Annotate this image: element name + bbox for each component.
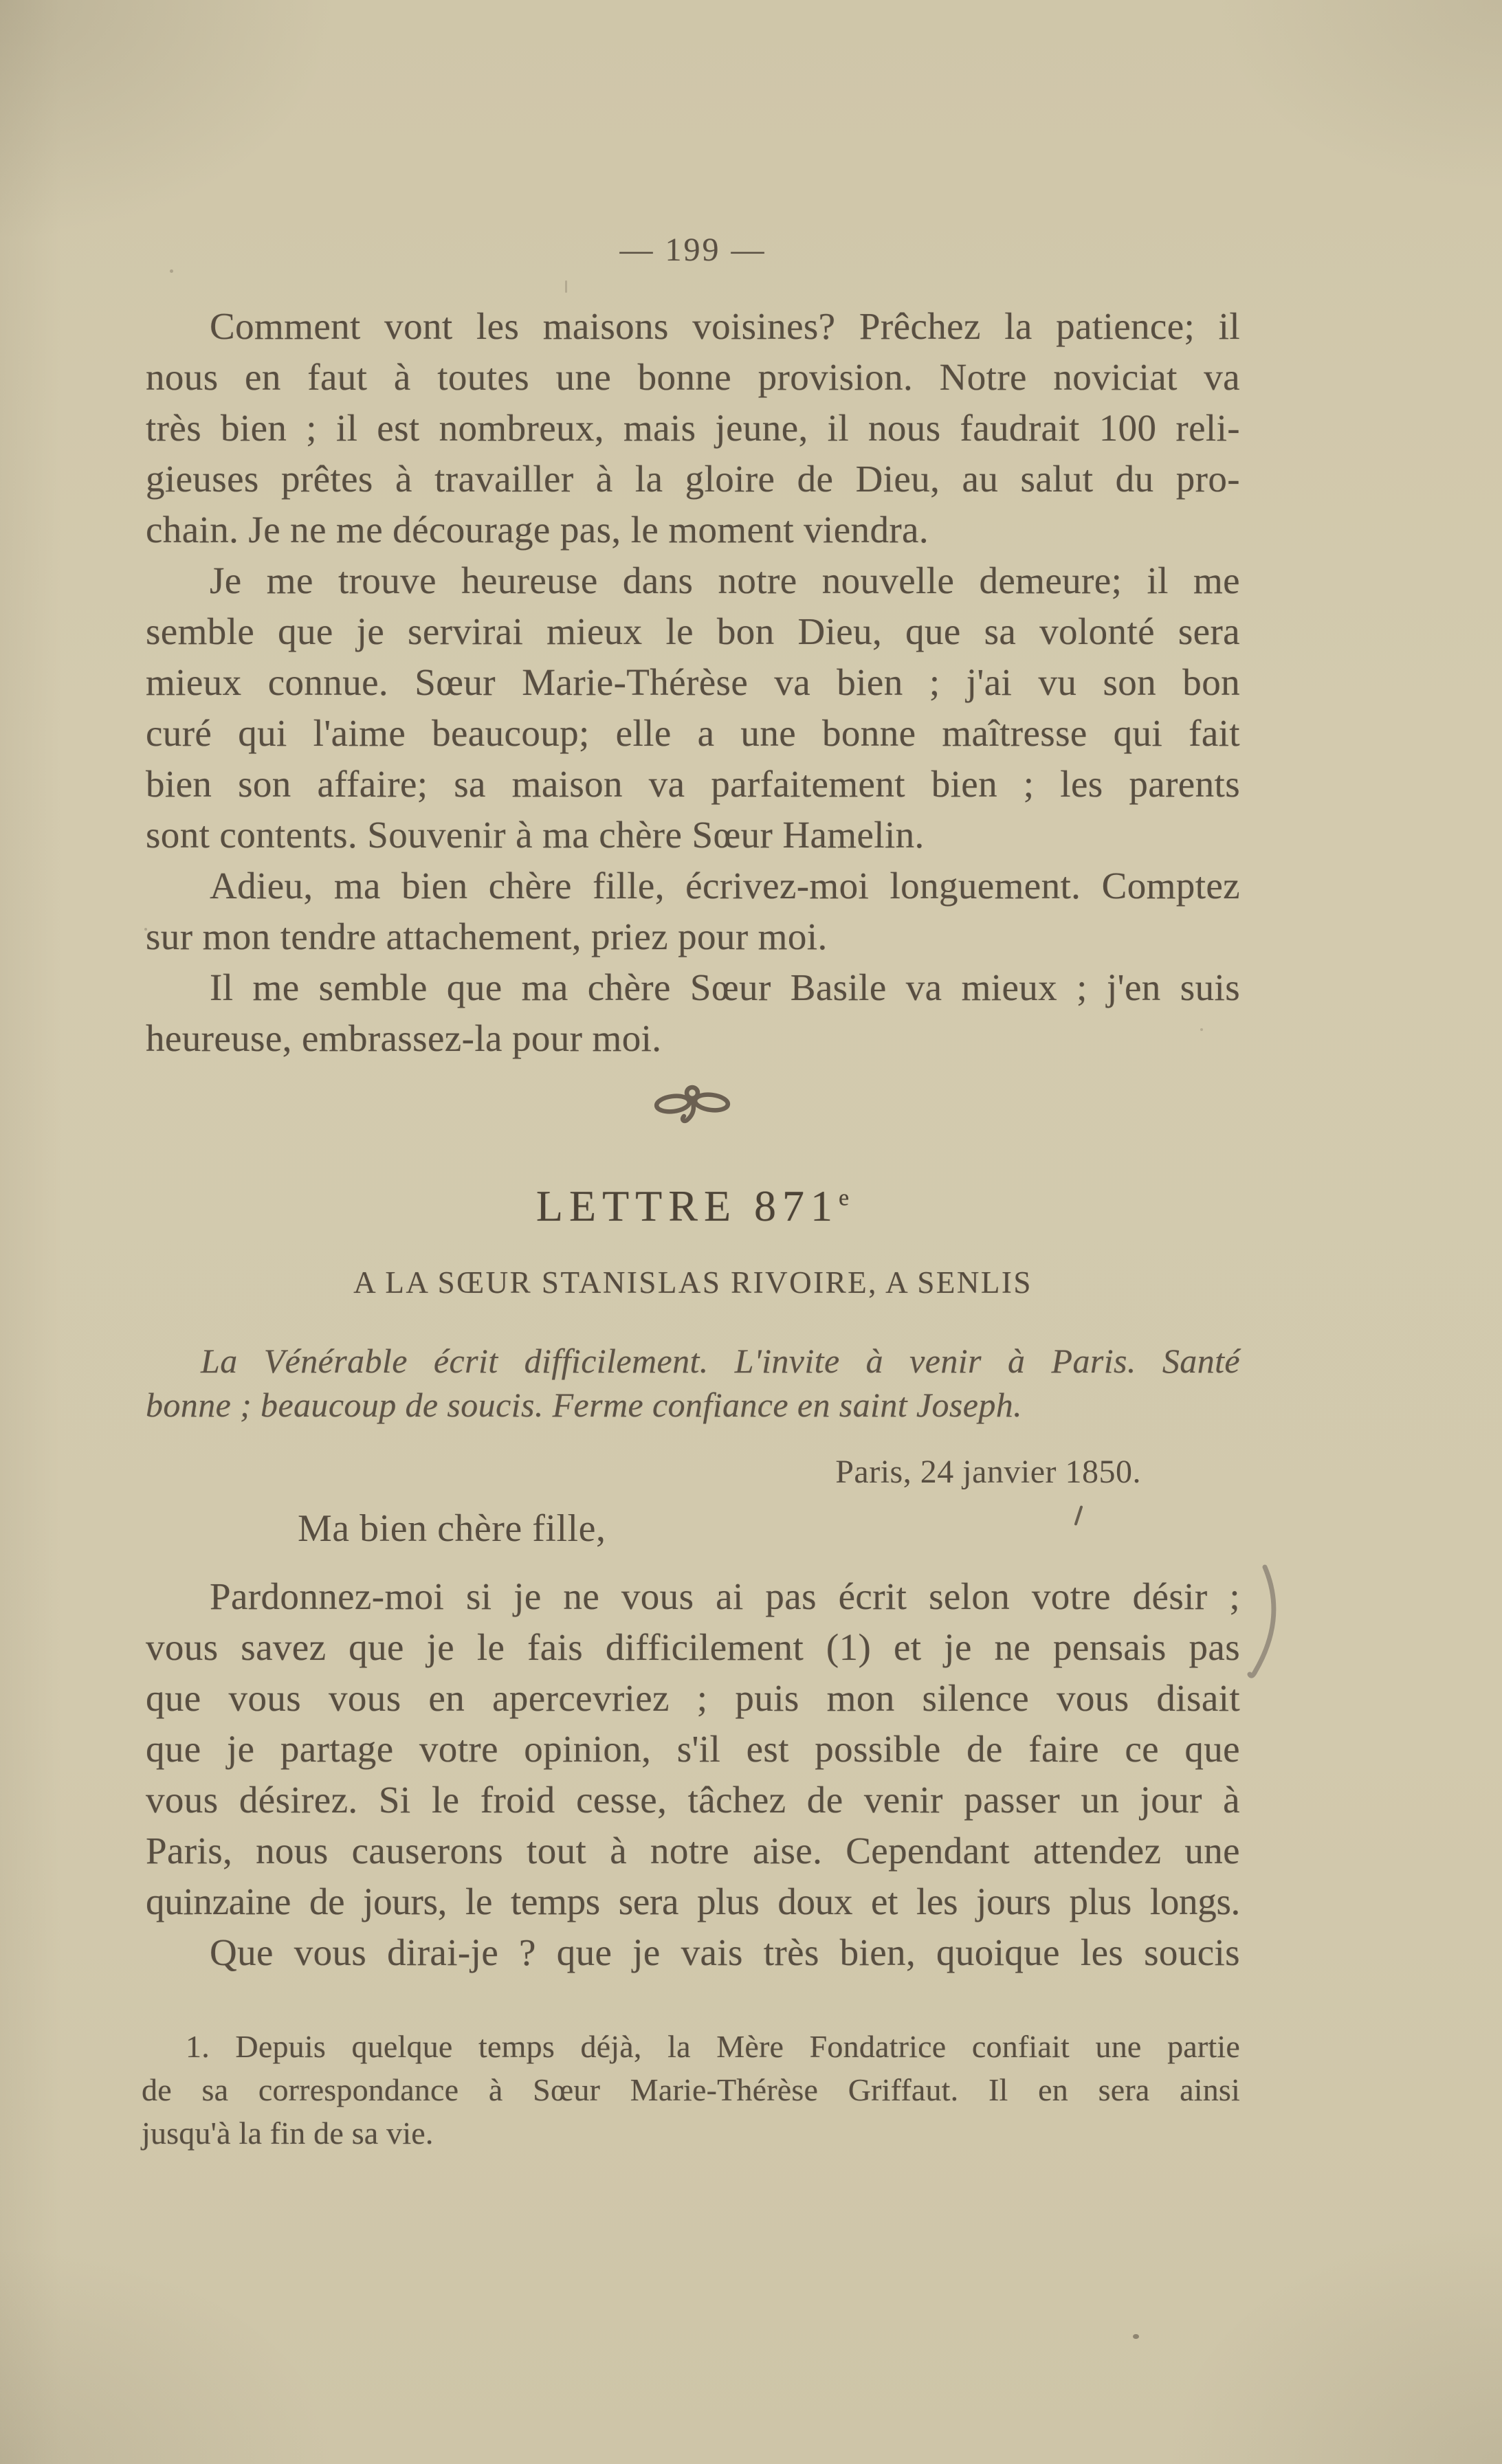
footnote — [142, 2025, 1240, 2155]
letter-number: LETTRE 871 — [535, 1181, 839, 1230]
footnote-line: de sa correspondance à Sœur Marie-Thérèse Griffaut. Il en sera ainsi — [142, 2072, 1240, 2107]
paper-speck — [170, 269, 173, 273]
text-line: mieux connue. Sœur Marie-Thérèse va bien ; j'ai vu son bon — [146, 661, 1240, 703]
text-line: Il me semble que ma chère Sœur Basile va mieux ; j'en suis — [210, 966, 1240, 1008]
paper-speck — [144, 928, 147, 931]
paragraph — [146, 962, 1240, 1064]
letter-summary — [146, 1339, 1240, 1427]
letter-recipient: A LA SŒUR STANISLAS RIVOIRE, A SENLIS — [353, 1265, 1032, 1300]
text-line: Comment vont les maisons voisines? Prêchez la patience; il — [210, 305, 1240, 347]
letter-dateline: Paris, 24 janvier 1850. — [835, 1454, 1141, 1490]
paper-speck — [1200, 1028, 1203, 1031]
paragraph — [146, 861, 1240, 962]
text-line: bonne ; beaucoup de soucis. Ferme confiance en saint Joseph. — [146, 1386, 1023, 1424]
letter-salutation: Ma bien chère fille, — [298, 1507, 606, 1550]
text-line: curé qui l'aime beaucoup; elle a une bonne maîtresse qui fait — [146, 712, 1240, 754]
letter-number-suffix: e — [839, 1185, 850, 1211]
text-line: Que vous dirai-je ? que je vais très bien, quoique les soucis — [210, 1931, 1240, 1973]
text-line: semble que je servirai mieux le bon Dieu, que sa volonté sera — [146, 610, 1240, 652]
text-line: que vous vous en apercevriez ; puis mon silence vous disait — [146, 1677, 1240, 1719]
text-line: bien son affaire; sa maison va parfaitement bien ; les parents — [146, 763, 1240, 805]
text-line: chain. Je ne me décourage pas, le moment viendra. — [146, 509, 929, 551]
pencil-parenthesis-mark — [1239, 1562, 1287, 1689]
stray-ink-stroke — [1074, 1505, 1083, 1526]
text-line: que je partage votre opinion, s'il est possible de faire ce que — [146, 1728, 1240, 1770]
paragraph — [146, 555, 1240, 861]
paper-speck — [565, 280, 567, 293]
text-line: vous savez que je le fais difficilement (1) et je ne pensais pas — [146, 1626, 1240, 1668]
letter-body — [146, 1571, 1240, 1927]
paper-speck — [1133, 2334, 1139, 2339]
paragraph — [146, 301, 1240, 555]
text-line: Adieu, ma bien chère fille, écrivez-moi longuement. Comptez — [210, 865, 1240, 907]
text-line: vous désirez. Si le froid cesse, tâchez de venir passer un jour à — [146, 1779, 1240, 1821]
page-number: — 199 — — [619, 232, 766, 268]
text-line: sur mon tendre attachement, priez pour moi. — [146, 915, 828, 957]
fleuron-divider-icon — [651, 1078, 733, 1127]
text-line: La Vénérable écrit difficilement. L'invite à venir à Paris. Santé — [201, 1342, 1240, 1380]
footnote-line: 1. Depuis quelque temps déjà, la Mère Fondatrice confiait une partie — [186, 2029, 1240, 2064]
text-line: Je me trouve heureuse dans notre nouvelle demeure; il me — [210, 559, 1240, 601]
letter-body-continuation — [146, 1927, 1240, 1978]
text-line: sont contents. Souvenir à ma chère Sœur Hamelin. — [146, 814, 925, 856]
text-line: gieuses prêtes à travailler à la gloire de Dieu, au salut du pro- — [146, 458, 1240, 500]
text-line: quinzaine de jours, le temps sera plus doux et les jours plus longs. — [146, 1880, 1240, 1922]
text-line: Pardonnez-moi si je ne vous ai pas écrit selon votre désir ; — [210, 1575, 1240, 1617]
footnote-line: jusqu'à la fin de sa vie. — [142, 2116, 434, 2151]
text-line: très bien ; il est nombreux, mais jeune, il nous faudrait 100 reli- — [146, 407, 1240, 449]
letter-heading — [146, 1181, 1240, 1232]
text-line: nous en faut à toutes une bonne provision. Notre noviciat va — [146, 356, 1240, 398]
text-line: Paris, nous causerons tout à notre aise. Cependant attendez une — [146, 1830, 1240, 1872]
text-line: heureuse, embrassez-la pour moi. — [146, 1017, 662, 1059]
